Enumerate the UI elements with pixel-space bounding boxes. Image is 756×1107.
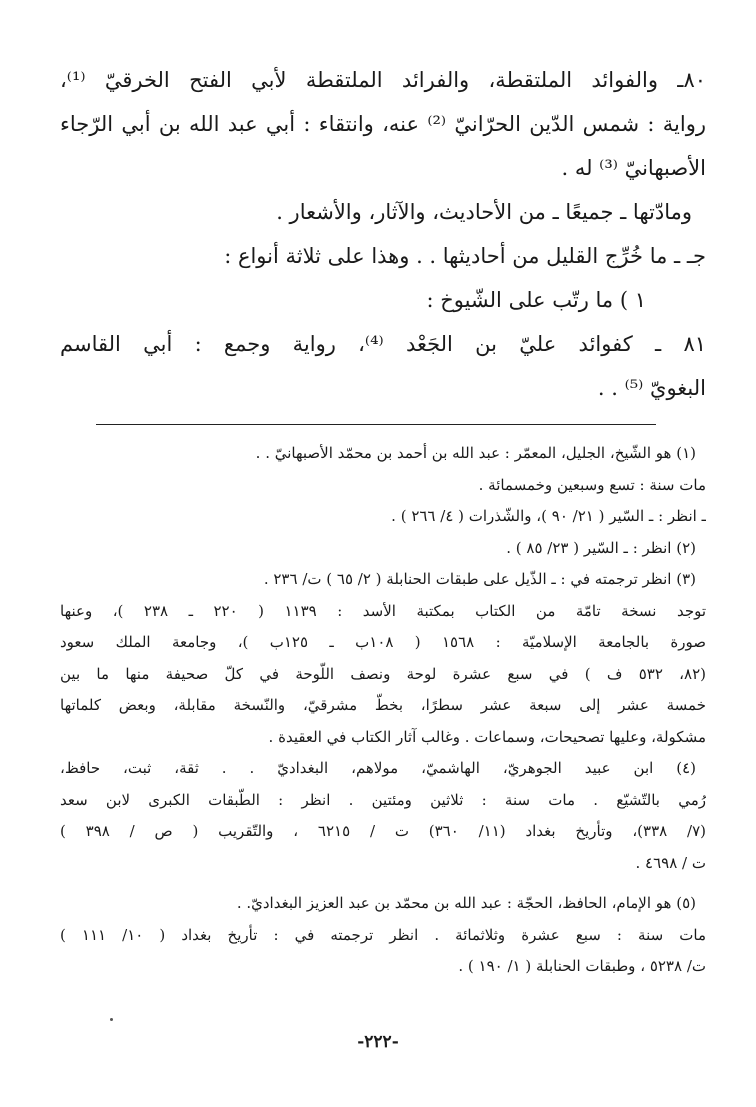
footnote-line-7: صورة بالجامعة الإسلاميّة : ١٥٦٨ ( ١٠٨ب ـ ١٢٥ب )، وجامعة الملك سعود [60,633,706,651]
main-line-4: ومادّتها ـ جميعًا ـ من الأحاديث، والآثار، والأشعار . [276,200,692,224]
main-line-1: ٨٠ـ والفوائد الملتقطة، والفرائد الملتقطة لأبي الفتح الخرقيّ ⁽¹⁾، [60,68,706,92]
main-line-2: رواية : شمس الدّين الحرّانيّ ⁽²⁾ عنه، وانتقاء : أبي عبد الله بن أبي الرّجاء [60,112,706,136]
footnote-line-10: مشكولة، وعليها تصحيحات، وسماعات . وغالب آثار الكتاب في العقيدة . [268,727,706,746]
footnote-line-1: (١) هو الشّيخ، الجليل، المعمّر : عبد الله بن أحمد بن محمّد الأصبهانيّ . . [255,444,696,462]
footnote-line-16: مات سنة : سبع عشرة وثلاثمائة . انظر ترجمته في : تأريخ بغداد ( ١٠/ ١١١ ) [60,925,706,944]
main-line-6: ١ ) ما رتّب على الشّيوخ : [426,288,646,312]
main-line-5: جـ ـ ما خُرِّج القليل من أحاديثها . . وهذا على ثلاثة أنواع : [224,244,706,268]
footnote-line-4: (٢) انظر : ـ السّير ( ٢٣/ ٨٥ ) . [506,538,696,557]
footnote-line-9: خمسة عشر إلى سبعة عشر سطرًا، بخطّ مشرقيّ، والنّسخة مقابلة، وبعض كلماتها [60,696,706,714]
footnote-line-5: (٣) انظر ترجمته في : ـ الذّيل على طبقات الحنابلة ( ٢/ ٦٥ ) ت/ ٢٣٦ . [263,570,696,588]
footnote-line-6: توجد نسخة تامّة من الكتاب بمكتبة الأسد : ١١٣٩ ( ٢٢٠ ـ ٢٣٨ )، وعنها [60,601,706,620]
main-line-7: ٨١ ـ كفوائد عليّ بن الجَعْد ⁽⁴⁾، رواية وجمع : أبي القاسم [60,332,706,356]
main-line-3: الأصبهانيّ ⁽³⁾ له . [561,156,706,180]
footnote-line-13: (٧/ ٣٣٨)، وتأريخ بغداد (١١/ ٣٦٠) ت / ٦٢١٥ ، والتّقريب ( ص / ٣٩٨ ) [60,822,706,840]
footnote-line-8: (٨٢، ٥٣٢ ف ) في سبع عشرة لوحة ونصف اللّوحة في كلّ صحيفة منها ما بين [60,664,706,683]
main-line-8: البغويّ ⁽⁵⁾ . . [597,376,706,400]
footnote-line-12: رُمي بالتّشيّع . مات سنة : ثلاثين ومئتين . انظر : الطّبقات الكبرى لابن سعد [60,790,706,809]
main-text [60,58,706,410]
footnote-line-3: ـ انظر : ـ السّير ( ٢١/ ٩٠ )، والشّذرات ( ٤/ ٢٦٦ ) . [391,507,706,525]
footnote-line-2: مات سنة : تسع وسبعين وخمسمائة . [478,475,706,494]
footnote-line-17: ت/ ٥٢٣٨ ، وطبقات الحنابلة ( ١/ ١٩٠ ) . [458,957,706,975]
footnote-line-15: (٥) هو الإمام، الحافظ، الحجّة : عبد الله بن محمّد بن عبد العزيز البغداديّ. . [236,894,696,912]
footnote-separator [96,424,656,425]
page-number: -٢٢٢- [357,1032,399,1052]
footnote-line-11: (٤) ابن عبيد الجوهريّ، الهاشميّ، مولاهم، البغداديّ . . ثقة، ثبت، حافظ، [60,759,696,777]
footnotes [60,438,706,983]
footnote-line-14: ت / ٤٦٩٨ . [635,853,706,872]
stray-mark [110,1018,113,1021]
